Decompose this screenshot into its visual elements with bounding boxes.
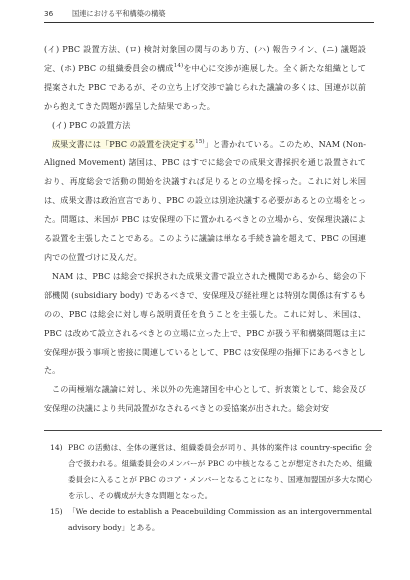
para1-text-part2: 」と書かれている。このため、NAM (Non-Aligned Movement) 諸国は、PBC はすでに総会での成果文書採択を通じ設置されており、再度総会で活動の開始を決議すれば足りるとの立場を採った。これに対し米国は、成果文書は政治宣言であり、PBC の設立は別途決議する必要があるとの立場をとった。問題は、米国が PBC は安保理の下に置かれるべきとの立場から、安保理決議による設置を主張したことである。このように議論は単なる手続き論を超えて、PBC の国連内での位置づけに及んだ。 — [44, 138, 366, 262]
footnote-14 — [50, 440, 372, 504]
footnote-text: PBC の活動は、全体の運営は、組織委員会が司り、具体的案件は country-specific 会合で扱われる。組織委員会のメンバーが PBC の中核となることが想定されたため、組織委員会に入ることが PBC のコア・メンバーとなることになり、国連加盟国が多大な関心を示し、その構成が大きな問題となった。 — [68, 443, 372, 500]
section-heading: (イ) PBC の設置方法 — [52, 119, 131, 130]
footnote-ref-15: 15) — [195, 138, 205, 145]
page-number: 36 — [44, 9, 54, 18]
footnote-number: 14) — [50, 443, 63, 452]
running-title: 国連における平和構築の構築 — [72, 9, 166, 18]
footnote-text: 「We decide to establish a Peacebuilding Commission as an intergovernmental advisory body」とある。 — [68, 507, 372, 532]
intro-text-part1: (イ) PBC 設置方法、(ロ) 検討対象国の関与のあり方、(ハ) 報告ライン、(ニ) 議題設定、(ホ) PBC の組織委員会の構成 — [44, 44, 366, 73]
intro-text-part2: を中心に交渉が進展した。全く新たな組織として提案された PBC であるが、その立ち上げ交渉で論じられた議論の多くは、国連が以前から抱えてきた問題が露呈した結果であった。 — [44, 62, 366, 111]
intro-paragraph — [44, 40, 366, 116]
running-header — [44, 8, 374, 23]
paragraph-3: この両極端な議論に対し、米以外の先進諸国を中心として、折衷策として、総会及び安保理の決議により共同設置がなされるべきとの妥協案が出された。総会対安 — [44, 384, 366, 414]
footnotes — [50, 440, 372, 536]
footnote-divider — [44, 430, 382, 431]
paragraph-1 — [44, 135, 366, 267]
paragraph-2: NAM は、PBC は総会で採択された成果文書で設立された機関であるから、総会の下部機関 (subsidiary body) であるべきで、安保理及び経社理とは特別な関係は有するものの、PBC は総会に対し専ら説明責任を負うことを主張した。これに対し、米国は、PBC は改めて設立されるべきとの立場に立った上で、PBC が扱う平和構築問題は主に安保理が扱う事項と密接に関連しているとして、PBC は安保理の指揮下にあるべきとした。 — [44, 270, 366, 376]
footnote-15 — [50, 504, 372, 536]
footnote-ref-14: 14) — [173, 62, 184, 69]
para1-text-part1: 成果文書には「PBC の設置を決定する — [52, 138, 196, 149]
body-text — [44, 40, 366, 418]
footnote-number: 15) — [50, 507, 63, 516]
